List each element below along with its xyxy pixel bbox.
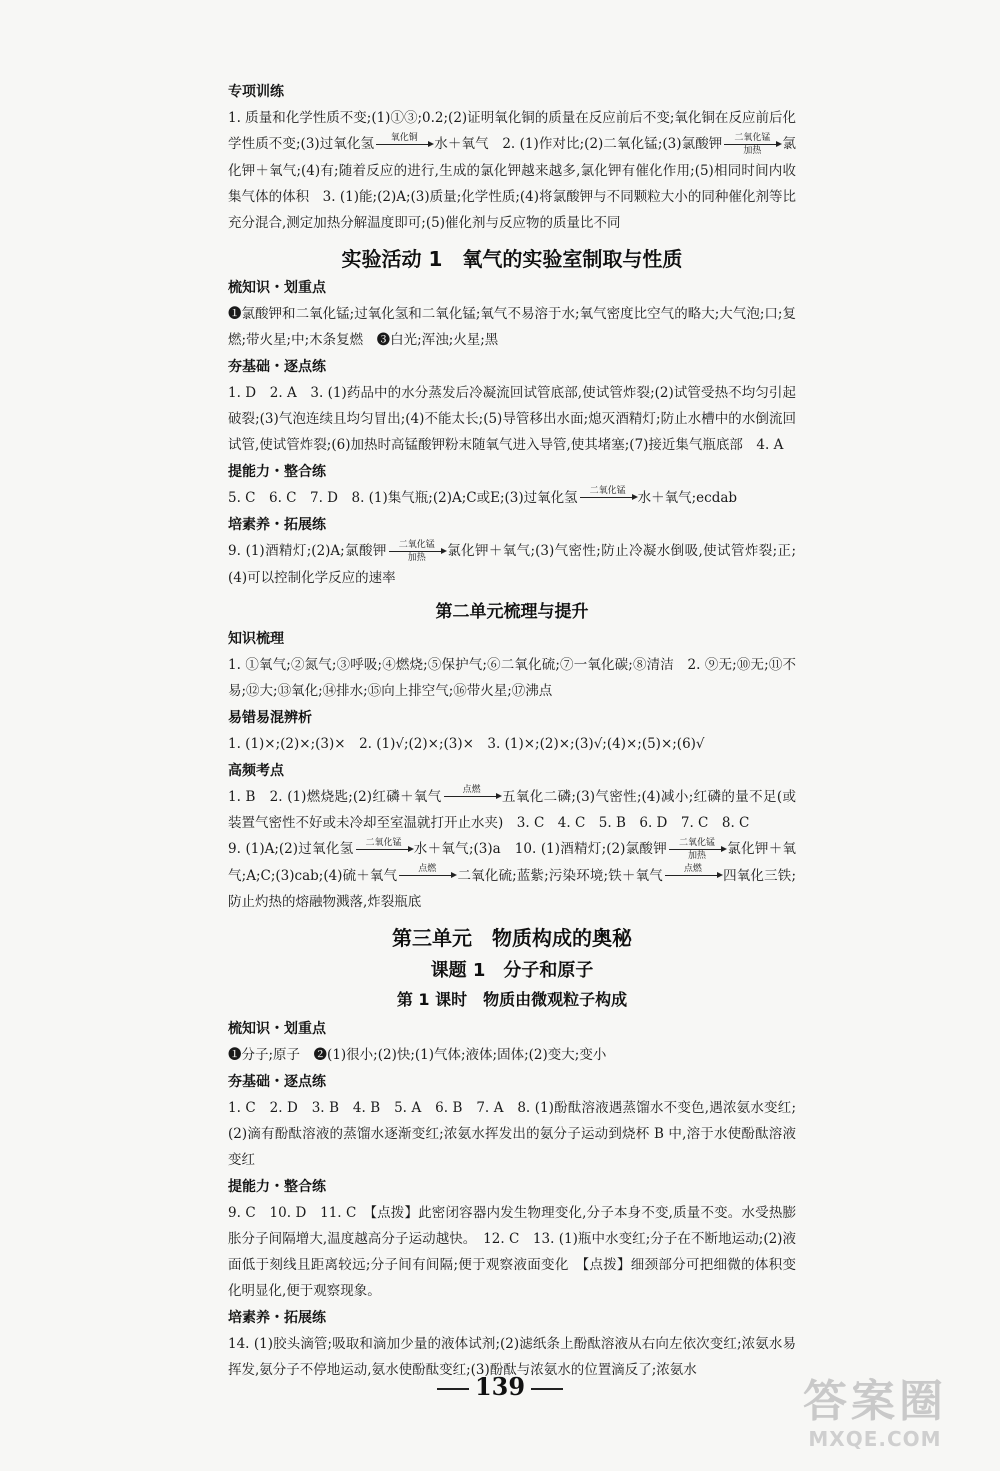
answer-text: 14. (1)胶头滴管;吸取和滴加少量的液体试剂;(2)滤纸条上酚酞溶液从右向左依次变红;浓氨水易挥发,氨分子不停地运动,氨水使酚酞变红;(3)酚酞与浓氨水的位置滴反了;浓氨水 (228, 1336, 796, 1378)
reaction-condition-top: 点燃 (683, 864, 702, 874)
answer-text: 氯化钾＋氧气;(3)气密性;防止冷凝水倒吸,使试管炸裂;正;(4)可以控制化学反应的速率 (228, 543, 796, 586)
section-heading: 提能力・整合练 (228, 1179, 326, 1195)
page-number-dash-right (531, 1388, 563, 1390)
section-heading: 专项训练 (228, 84, 284, 100)
answer-paragraph (228, 105, 796, 236)
answer-paragraph (228, 731, 796, 757)
arrow-line (580, 497, 636, 498)
answer-text: 9. C 10. D 11. C 【点拨】此密闭容器内发生物理变化,分子本身不变,质量不变。水受热膨胀分子间隔增大,温度越高分子运动越快。 12. C 13. (1)瓶中水变红;分子在不断地运动;(2)液面低于刻线且距离较远;分子间有间隔;便于观察液面变化 【点拨】细颈部分可把细微的体积变化明显化,便于观察现象。 (228, 1205, 796, 1299)
answer-text: 氯化钾＋氧气;(4)有;随着反应的进行,生成的氯化钾越来越多,氯化钾有催化作用;(5)相同时间内收集气体的体积 3. (1)能;(2)A;(3)质量;化学性质;(4)将氯酸钾与不同颗粒大小的同种催化剂等比充分混合,测定加热分解温度即可;(5)催化剂与反应物的质量比不同 (228, 136, 797, 231)
section-heading: 易错易混辨析 (228, 709, 312, 726)
reaction-arrow (578, 485, 638, 511)
reaction-condition-top: 二氧化锰 (398, 539, 435, 550)
reaction-arrow (397, 863, 457, 889)
unit-title: 第三单元 物质构成的奥秘 (392, 926, 632, 950)
answer-text: 水＋氧气;ecdab (637, 489, 738, 506)
answer-text: 1. (1)×;(2)×;(3)× 2. (1)√;(2)×;(3)× 3. (1)×;(2)×;(3)√;(4)×;(5)×;(6)√ (228, 735, 705, 752)
section-heading: 夯基础・逐点练 (228, 1074, 326, 1090)
answer-text: 五氧化二磷;(3)气密性;(4)减小;红磷的量不足(或装置气密性不好或未冷却至室温就打开止水夹) 3. C 4. C 5. B 6. D 7. C 8. C (228, 788, 796, 831)
reaction-condition-top: 二氧化锰 (589, 486, 626, 496)
arrow-line (669, 849, 725, 850)
arrow-line (356, 849, 412, 850)
reaction-condition-top: 二氧化锰 (734, 132, 771, 143)
answer-text: 四氧化三铁;防止灼热的熔融物溅落,炸裂瓶底 (228, 867, 796, 910)
reaction-arrow (387, 539, 447, 565)
arrow-line (444, 796, 500, 797)
unit-title: 课题 1 分子和原子 (430, 960, 594, 981)
section-heading: 高频考点 (228, 762, 284, 779)
answer-text: ❶分子;原子 ❷(1)很小;(2)快;(1)气体;液体;固体;(2)变大;变小 (228, 1047, 607, 1063)
answer-text: 二氧化硫;蓝紫;污染环境;铁＋氧气 (457, 867, 663, 884)
arrow-line (724, 144, 780, 145)
unit-title: 第二单元梳理与提升 (435, 601, 589, 622)
watermark-url: MXQE.COM (808, 1427, 942, 1451)
answer-text: 5. C 6. C 7. D 8. (1)集气瓶;(2)A;C或E;(3)过氧化氢 (228, 489, 578, 506)
reaction-condition-top: 二氧化锰 (365, 837, 402, 848)
answer-paragraph (228, 836, 796, 915)
answer-paragraph (228, 784, 796, 837)
arrow-line (389, 551, 445, 552)
reaction-arrow (663, 863, 723, 889)
page-number-dash-left (437, 1388, 469, 1390)
answer-text: 9. (1)A;(2)过氧化氢 (228, 841, 354, 857)
answer-text: 9. (1)酒精灯;(2)A;氯酸钾 (228, 543, 387, 559)
answer-paragraph (228, 1095, 796, 1173)
section-heading: 提能力・整合练 (228, 463, 326, 480)
answer-text: 氯化钾＋氧气;A;C;(3)cab;(4)硫＋氧气 (228, 841, 796, 884)
reaction-condition-top: 点燃 (418, 864, 437, 874)
arrow-line (399, 875, 455, 876)
answer-text: 1. D 2. A 3. (1)药品中的水分蒸发后冷凝流回试管底部,使试管炸裂;(2)试管受热不均匀引起破裂;(3)气泡连续且均匀冒出;(4)不能太长;(5)导管移出水面;熄灭酒精灯;防止水槽中的水倒流回试管,使试管炸裂;(6)加热时高锰酸钾粉末随氧气进入导管,使其堵塞;(7)接近集气瓶底部 4. A (228, 384, 796, 453)
answer-text: 1. 质量和化学性质不变;(1)①③;0.2;(2)证明氧化铜的质量在反应前后不变;氧化铜在反应前后化学性质不变;(3)过氧化氢 (228, 110, 796, 152)
reaction-condition-top: 氧化铜 (390, 132, 418, 143)
watermark-logo: 答案圈 (803, 1376, 947, 1427)
reaction-arrow (442, 784, 502, 810)
arrow-line (376, 144, 432, 145)
reaction-arrow (354, 837, 414, 863)
section-heading: 梳知识・划重点 (228, 279, 326, 296)
section-heading: 夯基础・逐点练 (228, 358, 326, 375)
answer-paragraph (228, 301, 796, 353)
answer-text: 水＋氧气;(3)a 10. (1)酒精灯;(2)氯酸钾 (413, 841, 668, 857)
unit-title: 第 1 课时 物质由微观粒子构成 (396, 990, 628, 1009)
answer-paragraph (228, 380, 796, 458)
answer-paragraph (228, 1042, 796, 1068)
answer-paragraph (228, 652, 796, 704)
reaction-condition-bottom: 加热 (407, 552, 426, 563)
reaction-arrow (667, 837, 727, 863)
section-heading: 培素养・拓展练 (228, 517, 326, 533)
reaction-arrow (374, 132, 434, 158)
reaction-condition-top: 点燃 (462, 785, 481, 795)
arrow-line (665, 875, 721, 876)
unit-title: 实验活动 1 氧气的实验室制取与性质 (341, 246, 683, 271)
watermark (770, 1377, 980, 1463)
answer-paragraph (228, 538, 796, 591)
reaction-condition-top: 二氧化锰 (679, 837, 716, 848)
reaction-condition-bottom: 加热 (743, 145, 762, 156)
answer-text: 1. C 2. D 3. B 4. B 5. A 6. B 7. A 8. (1)酚酞溶液遇蒸馏水不变色,遇浓氨水变红;(2)滴有酚酞溶液的蒸馏水逐渐变红;浓氨水挥发出的氨分子运动到烧杯 B 中,溶于水使酚酞溶液变红 (228, 1100, 796, 1168)
section-heading: 知识梳理 (228, 630, 284, 647)
answer-text: ❶氯酸钾和二氧化锰;过氧化氢和二氧化锰;氧气不易溶于水;氧气密度比空气的略大;大气泡;口;复燃;带火星;中;木条复燃 ❸白光;浑浊;火星;黑 (228, 305, 796, 348)
section-heading: 培素养・拓展练 (228, 1310, 326, 1326)
answer-text: 1. ①氧气;②氮气;③呼吸;④燃烧;⑤保护气;⑥二氧化硫;⑦一氧化碳;⑧清洁 2. ⑨无;⑩无;⑪不易;⑫大;⑬氧化;⑭排水;⑮向上排空气;⑯带火星;⑰沸点 (228, 656, 796, 699)
section-heading: 梳知识・划重点 (228, 1021, 326, 1037)
answer-text: 1. B 2. (1)燃烧匙;(2)红磷＋氧气 (228, 788, 442, 805)
page-number-text: 139 (474, 1372, 526, 1401)
answer-paragraph (228, 485, 796, 512)
answer-text: 水＋氧气 2. (1)作对比;(2)二氧化锰;(3)氯酸钾 (434, 136, 723, 152)
reaction-condition-bottom: 加热 (688, 850, 707, 861)
reaction-arrow (722, 132, 782, 158)
answer-page (228, 78, 796, 1383)
answer-paragraph (228, 1200, 796, 1304)
